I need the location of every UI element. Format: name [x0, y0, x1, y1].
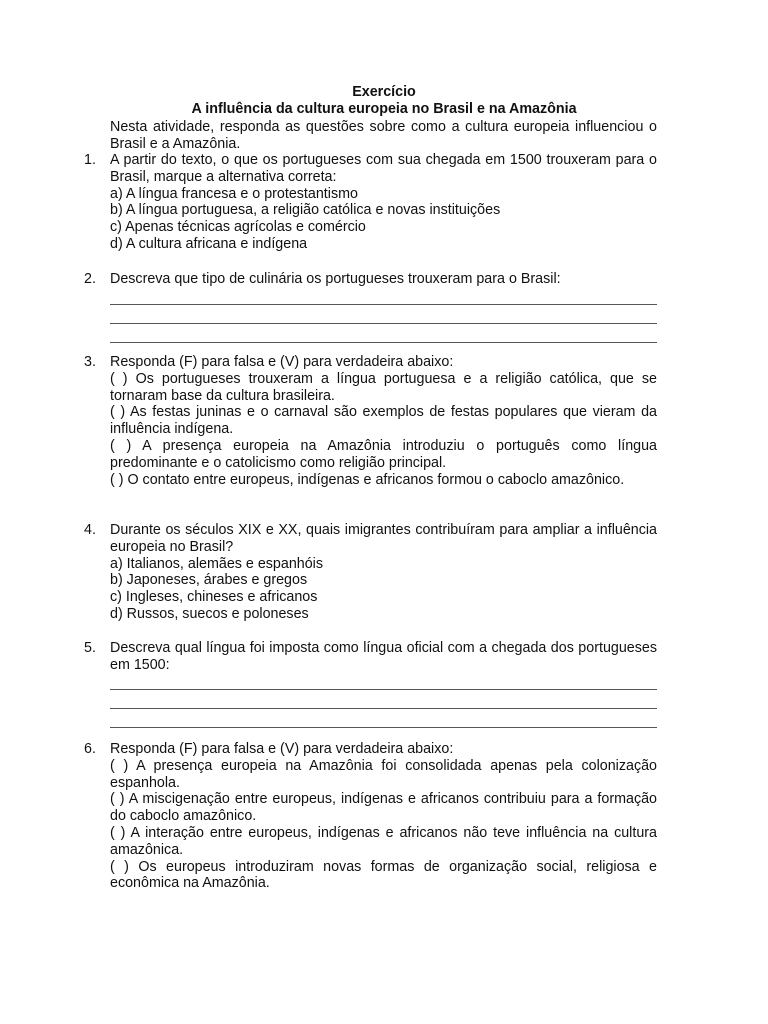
- true-false-item[interactable]: ( ) A miscigenação entre europeus, indígenas e africanos contribuiu para a formação do caboclo amazônico.: [110, 791, 657, 825]
- option-b[interactable]: b) A língua portuguesa, a religião católica e novas instituições: [110, 202, 501, 219]
- question-3: [84, 354, 657, 488]
- option-c[interactable]: c) Ingleses, chineses e africanos: [110, 589, 318, 606]
- true-false-item[interactable]: ( ) As festas juninas e o carnaval são exemplos de festas populares que vieram da influência indígena.: [110, 404, 657, 438]
- question-1: [84, 152, 657, 253]
- answer-line[interactable]: [110, 342, 657, 343]
- true-false-item[interactable]: ( ) O contato entre europeus, indígenas e africanos formou o caboclo amazônico.: [110, 471, 625, 488]
- page-title: Exercício: [352, 84, 416, 100]
- question-number: 2.: [84, 271, 96, 287]
- question-2: [84, 271, 657, 343]
- question-number: 3.: [84, 354, 96, 370]
- option-d[interactable]: d) A cultura africana e indígena: [110, 235, 308, 252]
- true-false-item[interactable]: ( ) A interação entre europeus, indígenas e africanos não teve influência na cultura amazônica.: [110, 824, 657, 858]
- question-6: [84, 741, 657, 892]
- true-false-item[interactable]: ( ) A presença europeia na Amazônia foi consolidada apenas pela colonização espanhola.: [110, 757, 657, 791]
- question-prompt: A partir do texto, o que os portugueses com sua chegada em 1500 trouxeram para o Brasil, marque a alternativa correta:: [110, 152, 657, 185]
- option-d[interactable]: d) Russos, suecos e poloneses: [110, 605, 309, 622]
- question-4: [84, 522, 657, 623]
- intro-text: Nesta atividade, responda as questões sobre como a cultura europeia influenciou o Brasil e a Amazônia.: [110, 119, 657, 152]
- answer-line[interactable]: [110, 727, 657, 728]
- question-5: [84, 640, 657, 728]
- question-number: 5.: [84, 640, 96, 656]
- option-a[interactable]: a) A língua francesa e o protestantismo: [110, 185, 358, 202]
- option-b[interactable]: b) Japoneses, árabes e gregos: [110, 572, 308, 589]
- question-prompt: Descreva qual língua foi imposta como língua oficial com a chegada dos portugueses em 1500:: [110, 640, 657, 673]
- question-number: 1.: [84, 152, 96, 168]
- answer-line[interactable]: [110, 323, 657, 324]
- page-subtitle: A influência da cultura europeia no Brasil e na Amazônia: [191, 101, 577, 117]
- answer-line[interactable]: [110, 708, 657, 709]
- question-number: 6.: [84, 741, 96, 757]
- answer-line[interactable]: [110, 304, 657, 305]
- option-a[interactable]: a) Italianos, alemães e espanhóis: [110, 555, 323, 572]
- answer-line[interactable]: [110, 689, 657, 690]
- option-c[interactable]: c) Apenas técnicas agrícolas e comércio: [110, 219, 366, 236]
- true-false-item[interactable]: ( ) A presença europeia na Amazônia introduziu o português como língua predominante e o catolicismo como religião principal.: [110, 437, 657, 471]
- question-prompt: Descreva que tipo de culinária os portugueses trouxeram para o Brasil:: [110, 271, 561, 287]
- question-prompt: Responda (F) para falsa e (V) para verdadeira abaixo:: [110, 354, 454, 370]
- question-prompt: Responda (F) para falsa e (V) para verdadeira abaixo:: [110, 741, 454, 757]
- true-false-item[interactable]: ( ) Os portugueses trouxeram a língua portuguesa e a religião católica, que se tornaram base da cultura brasileira.: [110, 370, 657, 404]
- question-prompt: Durante os séculos XIX e XX, quais imigrantes contribuíram para ampliar a influência europeia no Brasil?: [110, 522, 657, 555]
- true-false-item[interactable]: ( ) Os europeus introduziram novas formas de organização social, religiosa e econômica na Amazônia.: [110, 858, 657, 892]
- question-number: 4.: [84, 522, 96, 538]
